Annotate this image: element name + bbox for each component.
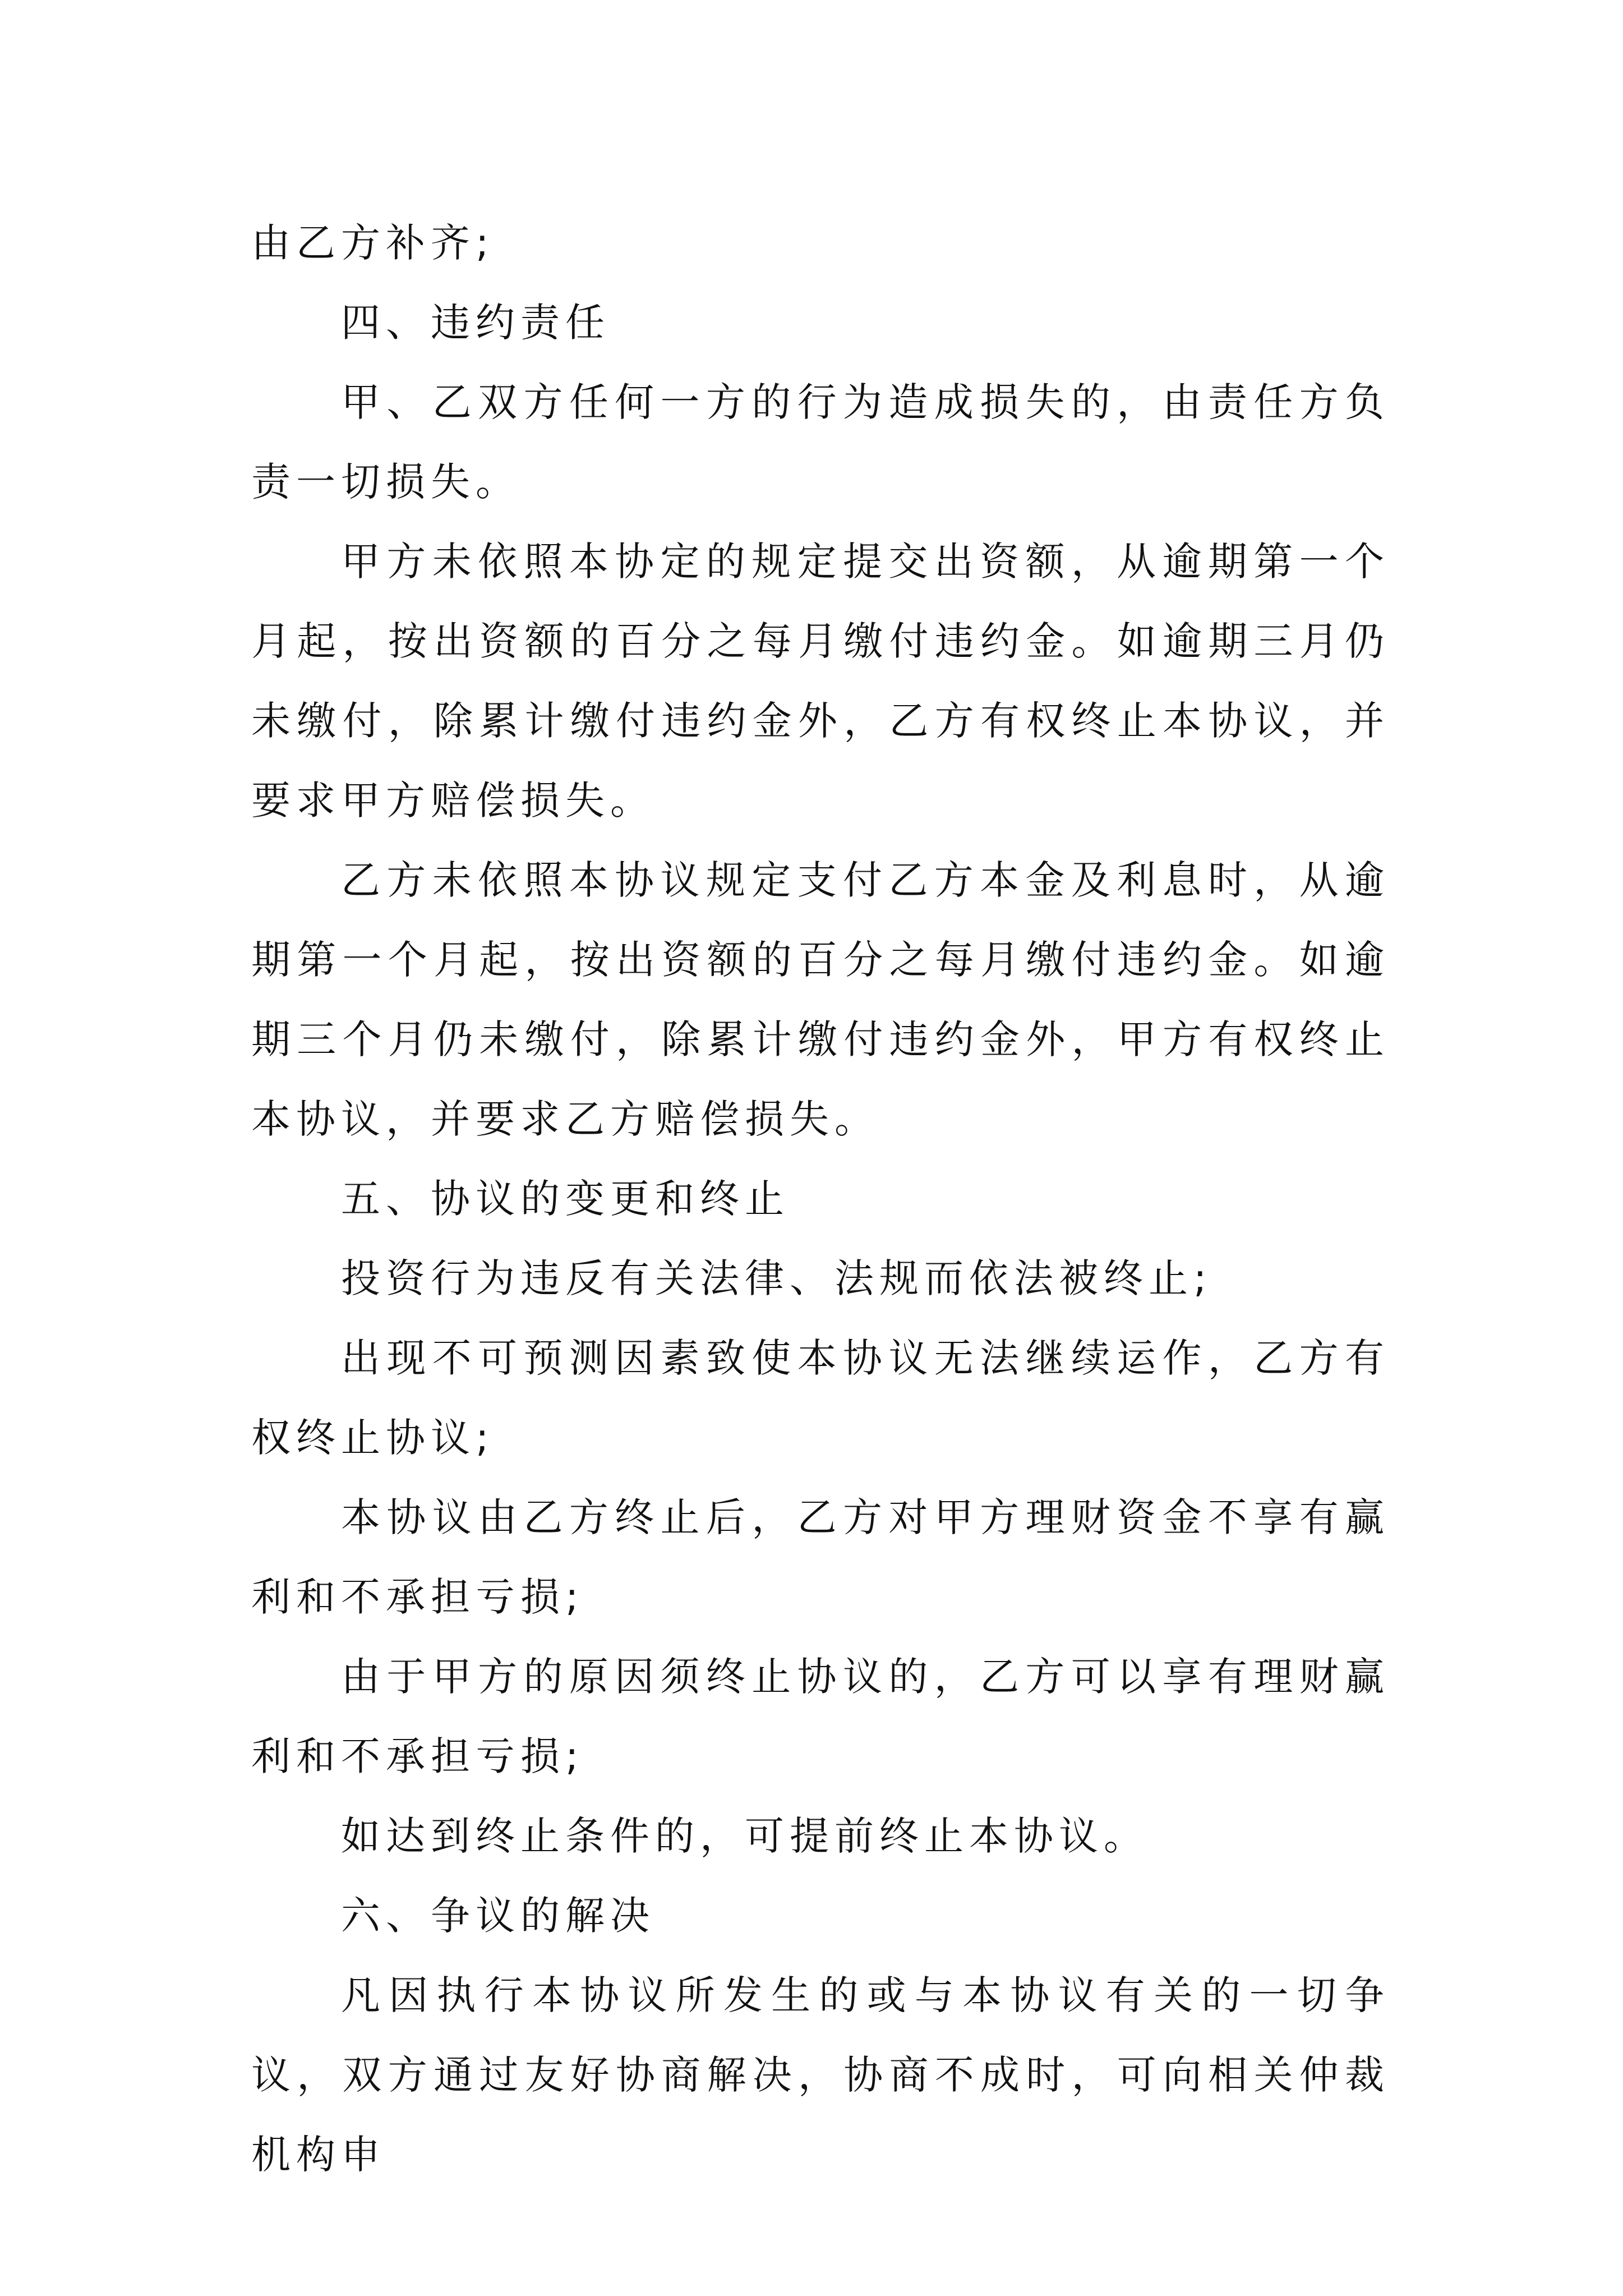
section-heading-dispute-resolution: 六、争议的解决: [341, 1893, 655, 1939]
document-body: [251, 203, 1390, 2194]
section-heading-change-termination: 五、协议的变更和终止: [341, 1176, 790, 1222]
paragraph: 凡因执行本协议所发生的或与本协议有关的一切争议，双方通过友好协商解决，协商不成时，可向相关仲裁机构申: [251, 1972, 1390, 2178]
paragraph: 甲、乙双方任何一方的行为造成损失的，由责任方负责一切损失。: [251, 379, 1390, 505]
paragraph: 甲方未依照本协定的规定提交出资额，从逾期第一个月起，按出资额的百分之每月缴付违约金。如逾期三月仍未缴付，除累计缴付违约金外，乙方有权终止本协议，并要求甲方赔偿损失。: [251, 539, 1390, 823]
paragraph: 本协议由乙方终止后，乙方对甲方理财资金不享有赢利和不承担亏损;: [251, 1494, 1390, 1620]
paragraph: 由于甲方的原因须终止协议的，乙方可以享有理财赢利和不承担亏损;: [251, 1654, 1390, 1779]
paragraph: 出现不可预测因素致使本协议无法继续运作，乙方有权终止协议;: [251, 1335, 1390, 1461]
paragraph-continuation: 由乙方补齐;: [251, 220, 495, 266]
paragraph: 投资行为违反有关法律、法规而依法被终止;: [341, 1255, 1212, 1301]
paragraph: 如达到终止条件的，可提前终止本协议。: [341, 1813, 1149, 1859]
paragraph: 乙方未依照本协议规定支付乙方本金及利息时，从逾期第一个月起，按出资额的百分之每月缴付违约金。如逾期三个月仍未缴付，除累计缴付违约金外，甲方有权终止本协议，并要求乙方赔偿损失。: [251, 857, 1390, 1142]
section-heading-breach-liability: 四、违约责任: [341, 300, 610, 346]
